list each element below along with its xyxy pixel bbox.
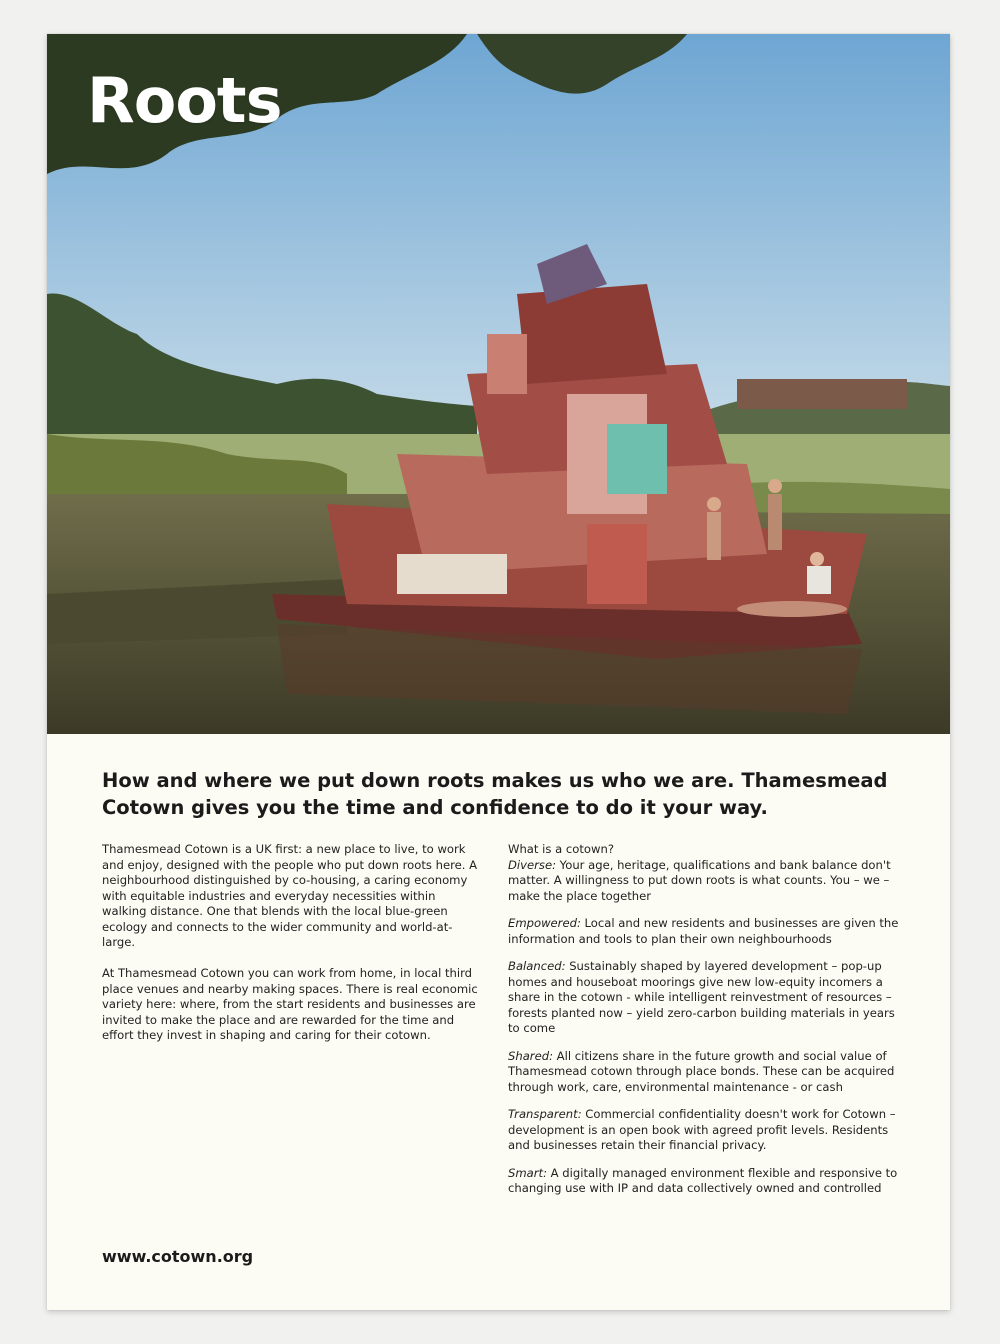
definition-term: Balanced:: [508, 959, 566, 973]
definition-item: [508, 858, 903, 905]
definition-item: [508, 959, 903, 1037]
intro-paragraph: At Thamesmead Cotown you can work from home, in local third place venues and nearby making spaces. There is real economic variety here: where, from the start residents and businesses are invited to make the place and are rewarded for the time and effort they invest in shaping and caring for their cotown.: [102, 966, 478, 1042]
definition-text: A digitally managed environment flexible and responsive to changing use with IP and data collectively owned and controlled: [508, 1165, 898, 1195]
definition-text: All citizens share in the future growth and social value of Thamesmead cotown through place bonds. These can be acquired through work, care, environmental maintenance - or cash: [508, 1048, 895, 1094]
headline: How and where we put down roots makes us who we are. Thamesmead Cotown gives you the time and confidence to do it your way.: [102, 769, 888, 819]
definition-term: Shared:: [508, 1048, 553, 1063]
definition-term: Transparent:: [508, 1107, 582, 1121]
definition-text: Sustainably shaped by layered development – pop-up homes and houseboat moorings give new low-equity incomers a share in the cotown - while intelligent reinvestment of resources – forests planted now – yield zero-carbon building materials in years to come: [508, 959, 895, 1035]
intro-column: [102, 842, 482, 1059]
definition-item: [508, 1107, 903, 1154]
definition-term: Empowered:: [508, 916, 581, 930]
cotown-question: What is a cotown?: [508, 842, 614, 856]
poster-sheet: [47, 34, 950, 1310]
definition-item: [508, 916, 903, 947]
definition-text: Local and new residents and businesses are given the information and tools to plan their own neighbourhoods: [508, 916, 899, 946]
intro-paragraph: Thamesmead Cotown is a UK first: a new place to live, to work and enjoy, designed with the people who put down roots here. A neighbourhood distinguished by co-housing, a caring economy with equitable industries and everyday necessities within walking distance. One that blends with the local blue-green ecology and connects to the wider community and world-at-large.: [102, 842, 478, 949]
definition-item: [508, 1166, 903, 1197]
definition-term: Smart:: [508, 1165, 547, 1180]
website-url: www.cotown.org: [102, 1247, 254, 1266]
cotown-definition-column: [508, 842, 903, 1209]
definition-item: [508, 1049, 903, 1096]
definition-text: Commercial confidentiality doesn't work for Cotown – development is an open book with agreed profit levels. Residents and businesses retain their financial privacy.: [508, 1107, 896, 1152]
definition-term: Diverse:: [508, 857, 556, 872]
photo-illustration: [47, 34, 950, 734]
poster-title: Roots: [87, 64, 282, 137]
boat-sculpture-image: [47, 34, 950, 734]
definition-text: Your age, heritage, qualifications and bank balance don't matter. A willingness to put down roots is what counts. You – we – make the place together: [508, 857, 891, 903]
